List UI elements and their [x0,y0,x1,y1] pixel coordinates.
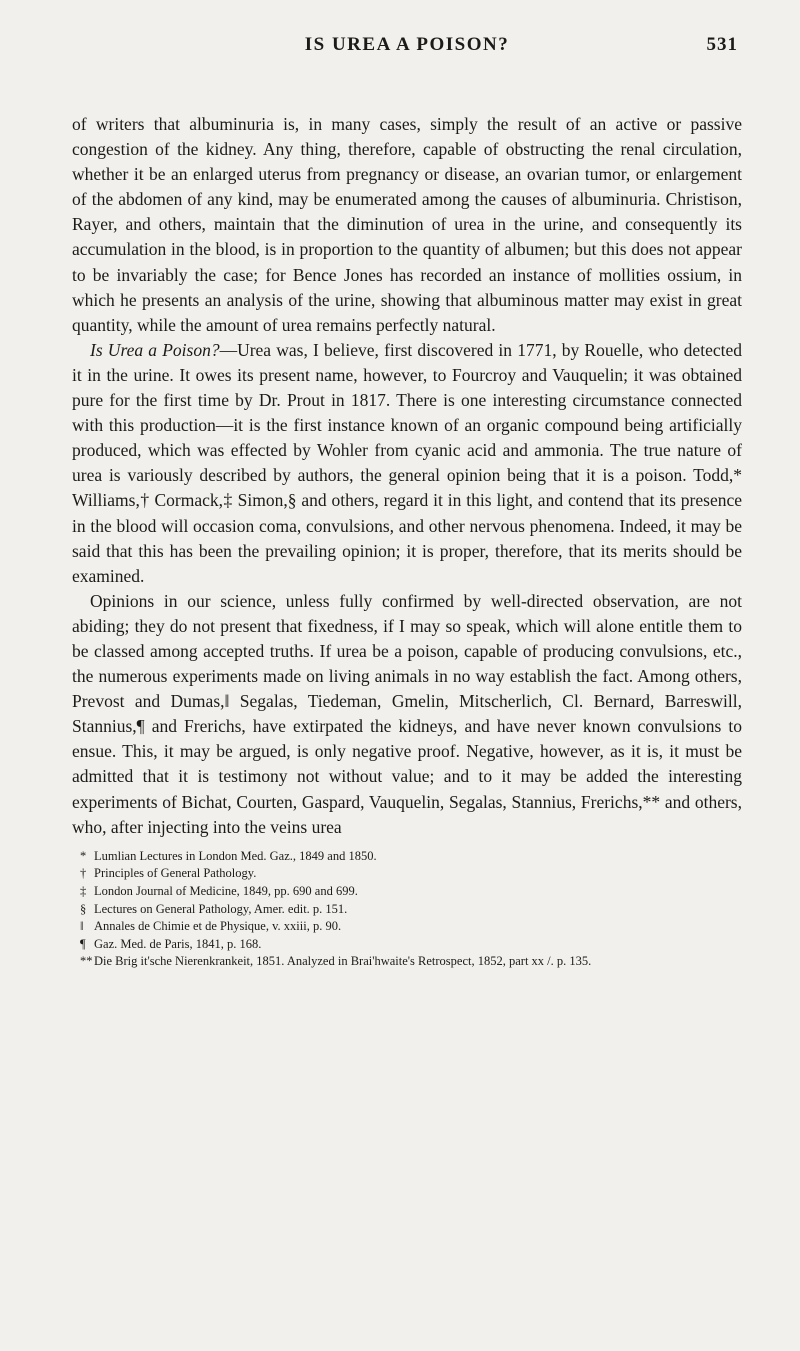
footnote-text: Lumlian Lectures in London Med. Gaz., 1849 and 1850. [94,848,377,863]
page-number: 531 [706,34,738,55]
running-title: IS UREA A POISON? [304,34,510,55]
paragraph-urea-history [72,338,742,589]
footnote-text: Annales de Chimie et de Physique, v. xxiii, p. 90. [94,919,342,934]
footnote-mark: ¶ [80,936,86,951]
footnote [72,936,742,954]
footnote-text: Die Brig it'sche Nierenkrankeit, 1851. Analyzed in Brai'hwaite's Retrospect, 1852, part xx /. p. 135. [94,954,592,969]
footnote [72,918,742,936]
paragraph-experiments: Opinions in our science, unless fully confirmed by well-directed observation, are not abiding; they do not present that fixedness, if I may so speak, which will alone entitle them to be classed among accepted truths. If urea be a poison, capable of producing convulsions, etc., the numerous experiments made on living animals in no way establish the fact. Among others, Prevost and Dumas,‖ Segalas, Tiedeman, Gmelin, Mitscherlich, Cl. Bernard, Barreswill, Stannius,¶ and Frerichs, have extirpated the kidneys, and have never known convulsions to ensue. This, it may be argued, is only negative proof. Negative, however, as it is, it must be admitted that it is testimony not without value; and to it may be added the interesting experiments of Bichat, Courten, Gaspard, Vauquelin, Segalas, Stannius, Frerichs,** and others, who, after injecting into the veins urea [72,590,742,837]
footnotes [72,848,742,971]
footnote [72,865,742,883]
footnote-text: Principles of General Pathology. [94,866,257,881]
footnote-mark: ** [80,954,93,969]
paragraph-urea-history-text: —Urea was, I believe, first discovered in 1771, by Rouelle, who detected it in the urine. It owes its present name, however, to Fourcroy and Vauquelin; it was obtained pure for the first time by Dr. Prout in 1817. There is one interesting circumstance connected with this production—it is the first instance known of an organic compound being artificially produced, which was effected by Wohler from cyanic acid and ammonia. The true nature of urea is variously described by authors, the general opinion being that it is a poison. Todd,* Williams,† Cormack,‡ Simon,§ and others, regard it in this light, and contend that its presence in the blood will occasion coma, convulsions, and other nervous phenomena. Indeed, it may be said that this has been the prevailing opinion; it is proper, therefore, that its merits should be examined. [72,339,742,586]
body-text [72,112,742,840]
paragraph-albuminuria: of writers that albuminuria is, in many cases, simply the result of an active or passive congestion of the kidney. Any thing, therefore, capable of obstructing the renal circulation, whether it be an enlarged uterus from pregnancy or disease, an ovarian tumor, or enlargement of the abdomen of any kind, may be enumerated among the causes of albuminuria. Christison, Rayer, and others, maintain that the diminution of urea in the urine, and consequently its accumulation in the blood, is in proportion to the quantity of albumen; but this does not appear to be invariably the case; for Bence Jones has recorded an instance of mollities ossium, in which he presents an analysis of the urine, showing that albuminous matter may exist in great quantity, while the amount of urea remains perfectly natural. [72,114,742,335]
footnote-mark: ‖ [80,919,84,934]
footnote-mark: § [80,901,87,916]
running-head [72,34,742,64]
footnote [72,848,742,866]
footnote-mark: ‡ [80,883,87,898]
footnote [72,953,742,971]
footnote-text: Gaz. Med. de Paris, 1841, p. 168. [94,936,262,951]
footnote-text: London Journal of Medicine, 1849, pp. 690 and 699. [94,883,358,898]
footnote-mark: * [80,848,87,863]
section-title: Is Urea a Poison? [90,339,220,360]
footnote [72,901,742,919]
footnote [72,883,742,901]
footnote-mark: † [80,866,87,881]
footnote-text: Lectures on General Pathology, Amer. edit. p. 151. [94,901,348,916]
